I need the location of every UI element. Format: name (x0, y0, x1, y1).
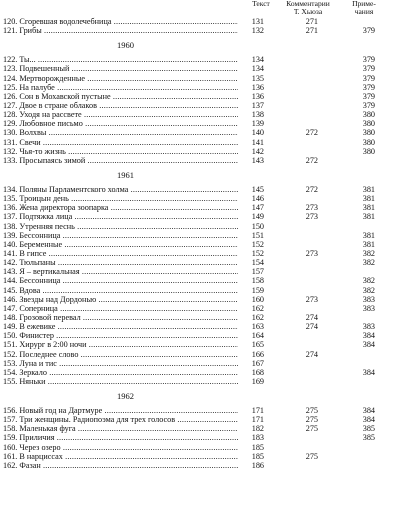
toc-entry (0, 222, 410, 231)
table-of-contents (0, 17, 410, 470)
text-page-number: 183 (251, 433, 264, 443)
entry-title: 162. Фазан ..... (3, 461, 238, 470)
note-page-number: 383 (362, 322, 375, 332)
entry-title: 133. Просыпаясь зимой ..... (3, 156, 238, 165)
note-page-number: 380 (362, 128, 375, 138)
toc-entry (0, 350, 410, 359)
entry-title: 150. Финистер ..... (3, 331, 238, 340)
toc-entry (0, 295, 410, 304)
note-page-number: 385 (362, 424, 375, 434)
note-page-number: 384 (362, 415, 375, 425)
toc-entry (0, 249, 410, 258)
text-page-number: 131 (251, 17, 264, 26)
note-page-number: 382 (362, 276, 375, 286)
entry-title: 140. Беременные ..... (3, 240, 238, 249)
text-page-number: 142 (251, 146, 264, 156)
text-page-number: 167 (251, 358, 264, 368)
toc-entry (0, 119, 410, 128)
toc-entry (0, 267, 410, 276)
text-page-number: 160 (251, 294, 264, 304)
note-page-number: 379 (362, 82, 375, 92)
toc-entry (0, 212, 410, 221)
text-page-number: 150 (251, 221, 264, 231)
text-page-number: 166 (251, 349, 264, 359)
comment-page-number: 273 (305, 203, 318, 213)
note-page-number: 379 (362, 64, 375, 74)
toc-entry (0, 377, 410, 386)
year-heading: 1961 (117, 169, 134, 180)
toc-entry (0, 240, 410, 249)
entry-title: 159. Приличия ..... (3, 433, 238, 442)
text-page-number: 149 (251, 212, 264, 222)
text-page-number: 171 (251, 415, 264, 425)
text-page-number: 158 (251, 276, 264, 286)
text-page-number: 162 (251, 312, 264, 322)
entry-title: 129. Любовное письмо ..... (3, 119, 238, 128)
entry-title: 131. Свечи ..... (3, 138, 238, 147)
entry-title: 132. Чья-то жизнь ..... (3, 147, 238, 156)
note-page-number: 381 (362, 194, 375, 204)
toc-entry (0, 26, 410, 35)
toc-entry (0, 156, 410, 165)
toc-entry (0, 406, 410, 415)
entry-title: 135. Троицын день ..... (3, 194, 238, 203)
entry-title: 149. В ежевике ..... (3, 322, 238, 331)
comment-page-number: 274 (305, 322, 318, 332)
note-page-number: 383 (362, 294, 375, 304)
comment-page-number: 275 (305, 451, 318, 461)
entry-title: 124. Мертворожденные ..... (3, 74, 238, 83)
entry-title: 156. Новый год на Дартмуре ..... (3, 406, 238, 415)
entry-title: 130. Волхвы ..... (3, 128, 238, 137)
text-page-number: 169 (251, 376, 264, 386)
toc-entry (0, 194, 410, 203)
text-page-number: 140 (251, 128, 264, 138)
entry-title: 138. Утренняя песнь ..... (3, 222, 238, 231)
note-page-number: 384 (362, 406, 375, 416)
note-page-number: 379 (362, 73, 375, 83)
text-page-number: 135 (251, 73, 264, 83)
entry-title: 122. Ты... ..... (3, 55, 238, 64)
entry-title: 134. Поляны Парламентского холма ..... (3, 185, 238, 194)
text-page-number: 185 (251, 451, 264, 461)
toc-entry (0, 424, 410, 433)
note-page-number: 380 (362, 110, 375, 120)
note-page-number: 383 (362, 303, 375, 313)
entry-title: 125. На палубе ..... (3, 83, 238, 92)
text-page-number: 152 (251, 248, 264, 258)
note-page-number: 382 (362, 248, 375, 258)
toc-entry (0, 203, 410, 212)
toc-entry (0, 258, 410, 267)
toc-entry (0, 359, 410, 368)
toc-entry (0, 452, 410, 461)
note-page-number: 385 (362, 433, 375, 443)
entry-title: 152. Последнее слово ..... (3, 350, 238, 359)
entry-title: 154. Зеркало ..... (3, 368, 238, 377)
toc-entry (0, 286, 410, 295)
text-page-number: 171 (251, 406, 264, 416)
comment-page-number: 271 (305, 26, 318, 36)
text-page-number: 159 (251, 285, 264, 295)
entry-title: 144. Бессонница ..... (3, 276, 238, 285)
entry-title: 161. В нарциссах ..... (3, 452, 238, 461)
entry-title: 147. Соперница ..... (3, 304, 238, 313)
comment-page-number: 274 (305, 349, 318, 359)
entry-title: 145. Вдова ..... (3, 286, 238, 295)
toc-entry (0, 147, 410, 156)
toc-entry (0, 443, 410, 452)
text-page-number: 139 (251, 119, 264, 129)
text-page-number: 165 (251, 340, 264, 350)
note-page-number: 381 (362, 212, 375, 222)
note-page-number: 379 (362, 26, 375, 36)
toc-entry (0, 83, 410, 92)
header-notes-column: Приме-чания (352, 0, 376, 16)
entry-title: 141. В гипсе ..... (3, 249, 238, 258)
entry-title: 151. Хирург в 2:00 ночи ..... (3, 340, 238, 349)
text-page-number: 185 (251, 442, 264, 452)
text-page-number: 132 (251, 26, 264, 36)
note-page-number: 384 (362, 367, 375, 377)
toc-entry (0, 185, 410, 194)
text-page-number: 143 (251, 155, 264, 165)
text-page-number: 151 (251, 230, 264, 240)
toc-entry (0, 128, 410, 137)
text-page-number: 157 (251, 267, 264, 277)
comment-page-number: 273 (305, 294, 318, 304)
entry-title: 157. Три женщины. Радиопоэма для трех голосов ..... (3, 415, 238, 424)
toc-entry (0, 92, 410, 101)
entry-title: 160. Через озеро ..... (3, 443, 238, 452)
entry-title: 155. Няньки ..... (3, 377, 238, 386)
toc-entry (0, 231, 410, 240)
note-page-number: 381 (362, 184, 375, 194)
entry-title: 128. Уходя на рассвете ..... (3, 110, 238, 119)
note-page-number: 380 (362, 119, 375, 129)
comment-page-number: 275 (305, 424, 318, 434)
toc-entry (0, 304, 410, 313)
entry-title: 148. Грозовой перевал ..... (3, 313, 238, 322)
text-page-number: 147 (251, 203, 264, 213)
comment-page-number: 272 (305, 128, 318, 138)
comment-page-number: 272 (305, 184, 318, 194)
note-page-number: 380 (362, 137, 375, 147)
text-page-number: 145 (251, 184, 264, 194)
entry-title: 146. Звезды над Дордонью ..... (3, 295, 238, 304)
toc-entry (0, 313, 410, 322)
comment-page-number: 275 (305, 406, 318, 416)
text-page-number: 137 (251, 100, 264, 110)
toc-entry (0, 340, 410, 349)
entry-title: 143. Я – вертикальная ..... (3, 267, 238, 276)
note-page-number: 382 (362, 258, 375, 268)
entry-title: 136. Жена директора зоопарка ..... (3, 203, 238, 212)
header-text-column: Текст (252, 0, 270, 8)
text-page-number: 141 (251, 137, 264, 147)
toc-entry (0, 368, 410, 377)
comment-page-number: 274 (305, 312, 318, 322)
entry-title: 142. Тюльпаны ..... (3, 258, 238, 267)
entry-title: 126. Сон в Мохавской пустыне ..... (3, 92, 238, 101)
entry-title: 127. Двое в стране облаков ..... (3, 101, 238, 110)
comment-page-number: 271 (305, 17, 318, 26)
text-page-number: 162 (251, 303, 264, 313)
text-page-number: 168 (251, 367, 264, 377)
toc-entry (0, 17, 410, 26)
toc-entry (0, 276, 410, 285)
toc-entry (0, 331, 410, 340)
toc-entry (0, 101, 410, 110)
note-page-number: 382 (362, 285, 375, 295)
note-page-number: 380 (362, 146, 375, 156)
toc-entry (0, 74, 410, 83)
text-page-number: 138 (251, 110, 264, 120)
comment-page-number: 273 (305, 248, 318, 258)
toc-entry (0, 138, 410, 147)
note-page-number: 379 (362, 100, 375, 110)
entry-title: 120. Сгоревшая водолечебница ..... (3, 17, 238, 26)
comment-page-number: 272 (305, 155, 318, 165)
note-page-number: 379 (362, 91, 375, 101)
text-page-number: 134 (251, 55, 264, 65)
text-page-number: 152 (251, 239, 264, 249)
text-page-number: 182 (251, 424, 264, 434)
comment-page-number: 273 (305, 212, 318, 222)
text-page-number: 146 (251, 194, 264, 204)
entry-title: 153. Луна и тис ..... (3, 359, 238, 368)
text-page-number: 186 (251, 460, 264, 470)
entry-title: 123. Подвешенный ..... (3, 64, 238, 73)
entry-title: 121. Грибы ..... (3, 26, 238, 35)
comment-page-number: 275 (305, 415, 318, 425)
toc-entry (0, 461, 410, 470)
text-page-number: 163 (251, 322, 264, 332)
entry-title: 158. Маленькая фуга ..... (3, 424, 238, 433)
text-page-number: 136 (251, 91, 264, 101)
entry-title: 137. Подтяжка лица ..... (3, 212, 238, 221)
toc-entry (0, 415, 410, 424)
year-heading: 1960 (117, 40, 134, 51)
note-page-number: 381 (362, 239, 375, 249)
note-page-number: 384 (362, 331, 375, 341)
toc-entry (0, 55, 410, 64)
note-page-number: 381 (362, 230, 375, 240)
note-page-number: 379 (362, 55, 375, 65)
toc-entry (0, 322, 410, 331)
header-comments-column: Комментарии Т. Хьюза (286, 0, 330, 16)
text-page-number: 154 (251, 258, 264, 268)
toc-entry (0, 110, 410, 119)
note-page-number: 381 (362, 203, 375, 213)
text-page-number: 136 (251, 82, 264, 92)
entry-title: 139. Бессонница ..... (3, 231, 238, 240)
toc-entry (0, 433, 410, 442)
note-page-number: 384 (362, 340, 375, 350)
toc-entry (0, 64, 410, 73)
text-page-number: 164 (251, 331, 264, 341)
year-heading: 1962 (117, 391, 134, 402)
text-page-number: 134 (251, 64, 264, 74)
